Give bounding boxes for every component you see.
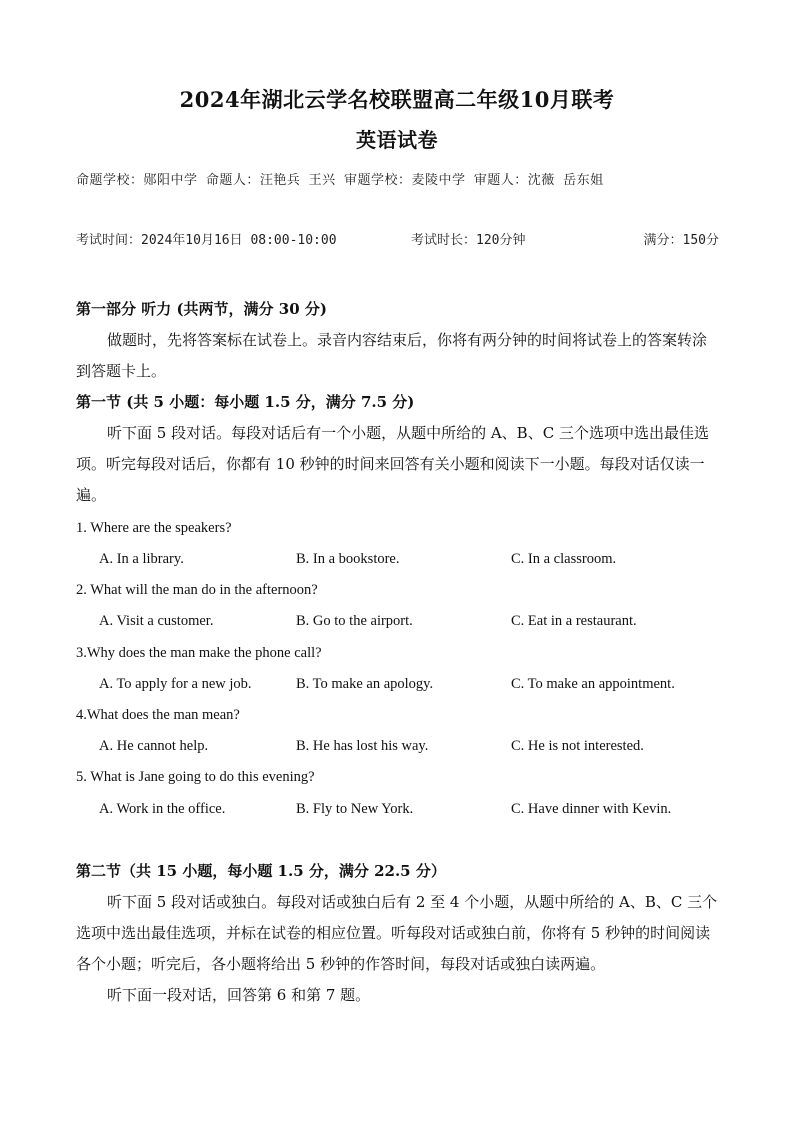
question-2-option-b: B. Go to the airport. bbox=[296, 613, 413, 629]
exam-info-line bbox=[76, 229, 721, 248]
question-1: 1. Where are the speakers? bbox=[76, 520, 232, 536]
question-3: 3.Why does the man make the phone call? bbox=[76, 645, 322, 661]
question-5-option-a: A. Work in the office. bbox=[99, 801, 226, 817]
question-2: 2. What will the man do in the afternoon? bbox=[76, 582, 318, 598]
section2-note: 听下面一段对话，回答第 6 和第 7 题。 bbox=[107, 986, 371, 1004]
exam-subtitle: 英语试卷 bbox=[356, 128, 438, 152]
question-1-option-b: B. In a bookstore. bbox=[296, 551, 400, 567]
exam-title: 2024年湖北云学名校联盟高二年级10月联考 bbox=[179, 87, 615, 112]
part1-heading: 第一部分 听力 (共两节，满分 30 分) bbox=[76, 300, 327, 318]
question-4-option-b: B. He has lost his way. bbox=[296, 738, 429, 754]
section2 bbox=[76, 856, 721, 1011]
part1 bbox=[76, 294, 721, 511]
section1-instructions: 听下面 5 段对话。每段对话后有一个小题，从题中所给的 A、B、C 三个选项中选出最佳选项。听完每段对话后，你都有 10 秒钟的时间来回答有关小题和阅读下一小题。每段对话仅读一遍。 bbox=[76, 424, 709, 504]
question-3-option-c: C. To make an appointment. bbox=[511, 676, 675, 692]
question-2-option-a: A. Visit a customer. bbox=[99, 613, 214, 629]
question-5-option-c: C. Have dinner with Kevin. bbox=[511, 801, 672, 817]
section1-heading: 第一节 (共 5 小题：每小题 1.5 分，满分 7.5 分) bbox=[76, 393, 415, 411]
section2-heading: 第二节（共 15 小题，每小题 1.5 分，满分 22.5 分） bbox=[76, 862, 446, 880]
exam-duration: 考试时长：120分钟 bbox=[411, 233, 526, 248]
question-3-option-b: B. To make an apology. bbox=[296, 676, 434, 692]
question-4: 4.What does the man mean? bbox=[76, 707, 240, 723]
part1-intro: 做题时，先将答案标在试卷上。录音内容结束后，你将有两分钟的时间将试卷上的答案转涂到答题卡上。 bbox=[76, 331, 708, 380]
authors-line: 命题学校：郧阳中学 命题人：汪艳兵 王兴 审题学校：麦陵中学 审题人：沈薇 岳东姐 bbox=[76, 173, 604, 188]
question-3-option-a: A. To apply for a new job. bbox=[99, 676, 252, 692]
question-1-option-a: A. In a library. bbox=[99, 551, 184, 567]
question-5: 5. What is Jane going to do this evening? bbox=[76, 769, 315, 785]
question-2-option-c: C. Eat in a restaurant. bbox=[511, 613, 637, 629]
exam-time: 考试时间：2024年10月16日 08:00-10:00 bbox=[76, 233, 337, 248]
full-score: 满分：150分 bbox=[643, 233, 719, 248]
question-1-option-c: C. In a classroom. bbox=[511, 551, 617, 567]
question-4-option-c: C. He is not interested. bbox=[511, 738, 644, 754]
question-4-option-a: A. He cannot help. bbox=[99, 738, 209, 754]
question-5-option-b: B. Fly to New York. bbox=[296, 801, 414, 817]
section2-instructions: 听下面 5 段对话或独白。每段对话或独白后有 2 至 4 个小题，从题中所给的 A、B、C 三个选项中选出最佳选项，并标在试卷的相应位置。听每段对话或独白前，你将有 5 秒钟的时间阅读各个小题；听完后，各小题将给出 5 秒钟的作答时间，每段对话或独白读两遍。 bbox=[76, 893, 718, 973]
